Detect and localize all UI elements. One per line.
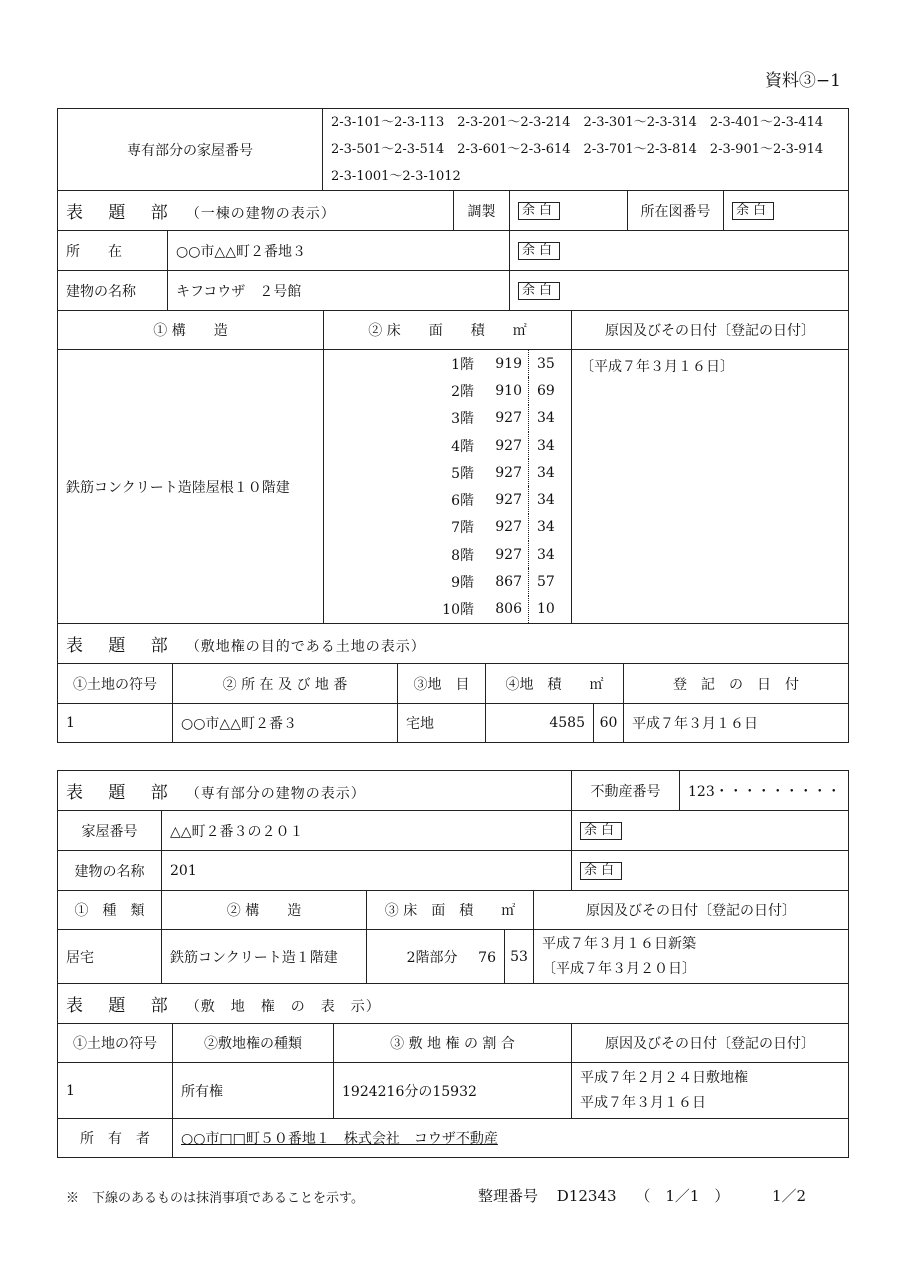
land-date: 平成７年３月１６日: [624, 704, 849, 743]
land-location-header: ② 所 在 及 び 地 番: [173, 664, 398, 704]
land-area-header: ④地 積 ㎡: [486, 664, 624, 704]
area-column-header: ③ 床 面 積 ㎡: [367, 891, 534, 930]
unit-area: [367, 930, 505, 984]
unit-name-remark: [572, 851, 849, 891]
location-label: 所 在: [58, 231, 168, 271]
site-right-table: [57, 983, 849, 1158]
page-range: （ 1／1 ）: [635, 1187, 730, 1205]
land-symbol: 1: [58, 704, 173, 743]
area-column-header: ② 床 面 積 ㎡: [324, 311, 572, 350]
site-cause-line: 平成７年３月１６日: [580, 1094, 706, 1111]
owner-value: ○○市□□町５０番地１ 株式会社 コウザ不動産: [173, 1119, 849, 1158]
site-cause: [572, 1063, 849, 1119]
unit-cause-line: 〔平成７年３月２０日〕: [542, 960, 697, 977]
land-category: 宅地: [398, 704, 486, 743]
section-title: 表 題 部: [66, 996, 178, 1016]
house-number-label: 家屋番号: [58, 811, 162, 851]
house-number-line: 2-3-1001〜2-3-1012: [331, 169, 461, 184]
blank-mark: 余白: [732, 202, 774, 220]
land-symbol-header: ①土地の符号: [58, 664, 173, 704]
land-category-header: ③地 目: [398, 664, 486, 704]
site-symbol: 1: [58, 1063, 173, 1119]
house-number-line: 2-3-501〜2-3-514 2-3-601〜2-3-614 2-3-701〜2-3-814 2-3-901〜2-3-914: [331, 142, 824, 157]
unit-section-header: [58, 771, 572, 811]
section-subtitle: （専有部分の建物の表示）: [185, 786, 366, 802]
floor-row: 6階 927 34: [324, 486, 571, 513]
location-value: ○○市△△町２番地３: [168, 231, 510, 271]
structure-column-header: ① 構 造: [58, 311, 324, 350]
section-title: 表 題 部: [66, 636, 178, 656]
document-reference: 資料③−1: [764, 71, 841, 91]
map-number-label: 所在図番号: [628, 191, 724, 231]
building-name-remark: [510, 271, 849, 311]
section-title: 表 題 部: [66, 203, 178, 223]
location-remark: [510, 231, 849, 271]
building-register-table: [57, 108, 849, 191]
section-title: 表 題 部: [66, 783, 178, 803]
reference-number: [478, 1185, 729, 1206]
site-kind: 所有権: [173, 1063, 334, 1119]
blank-mark: 余白: [518, 202, 560, 220]
site-ratio-header: ③ 敷 地 権 の 割 合: [334, 1024, 572, 1063]
unit-structure: 鉄筋コンクリート造１階建: [162, 930, 367, 984]
site-ratio: 1924216分の15932: [334, 1063, 572, 1119]
house-number-line: 2-3-101〜2-3-113 2-3-201〜2-3-214 2-3-301〜2-3-314 2-3-401〜2-3-414: [331, 115, 824, 130]
floor-row: 1階 919 35: [324, 350, 571, 377]
floor-area-list: [324, 350, 572, 624]
land-register-table: [57, 623, 849, 743]
building-section-header: [58, 191, 454, 231]
kind-column-header: ① 種 類: [58, 891, 162, 930]
blank-mark: 余白: [518, 282, 560, 300]
blank-mark: 余白: [580, 862, 622, 880]
section-subtitle: （敷地権の目的である土地の表示）: [185, 639, 426, 655]
land-date-header: 登 記 の 日 付: [624, 664, 849, 704]
building-name-label: 建物の名称: [58, 271, 168, 311]
floor-row: 8階 927 34: [324, 541, 571, 568]
owner-label: 所 有 者: [58, 1119, 173, 1158]
land-section-header: [58, 624, 849, 664]
unit-name-label: 建物の名称: [58, 851, 162, 891]
reference-value: D12343: [556, 1187, 617, 1205]
building-cause-value: 〔平成７年３月１６日〕: [572, 350, 849, 624]
section-subtitle: （一棟の建物の表示）: [185, 206, 336, 222]
realty-number-value: 123・・・・・・・・・: [680, 771, 849, 811]
prep-label: 調製: [454, 191, 510, 231]
floor-row: 7階 927 34: [324, 514, 571, 541]
unit-area-label: 2階部分: [406, 949, 458, 966]
structure-column-header: ② 構 造: [162, 891, 367, 930]
land-area-decimal: 60: [594, 704, 624, 743]
floor-row: 4階 927 34: [324, 432, 571, 459]
land-area-integer: 4585: [486, 704, 594, 743]
floor-row: 2階 910 69: [324, 377, 571, 404]
cause-column-header: 原因及びその日付〔登記の日付〕: [534, 891, 849, 930]
unit-kind: 居宅: [58, 930, 162, 984]
exclusive-house-number-list: [323, 109, 849, 191]
floor-row: 10階 806 10: [324, 596, 571, 623]
site-cause-line: 平成７年２月２４日敷地権: [580, 1069, 748, 1086]
site-right-section-header: [58, 984, 849, 1024]
map-number-value: [724, 191, 849, 231]
floor-row: 5階 927 34: [324, 459, 571, 486]
floor-row: 9階 867 57: [324, 568, 571, 595]
section-subtitle: （敷 地 権 の 表 示）: [185, 999, 381, 1015]
exclusive-house-number-label: 専有部分の家屋番号: [58, 109, 323, 191]
unit-register-table: [57, 770, 849, 891]
building-section-table: [57, 190, 849, 311]
floor-row: 3階 927 34: [324, 405, 571, 432]
unit-cause-line: 平成７年３月１６日新築: [542, 935, 697, 952]
unit-area-decimal: 53: [505, 930, 534, 984]
sheet-number: 1／2: [772, 1187, 807, 1205]
realty-number-label: 不動産番号: [572, 771, 680, 811]
prep-value: [510, 191, 628, 231]
land-location: ○○市△△町２番３: [173, 704, 398, 743]
blank-mark: 余白: [518, 242, 560, 260]
site-symbol-header: ①土地の符号: [58, 1024, 173, 1063]
unit-cause: [534, 930, 849, 984]
building-name-value: キフコウザ ２号館: [168, 271, 510, 311]
house-number-value: △△町２番３の２０１: [162, 811, 572, 851]
unit-detail-table: [57, 890, 849, 984]
house-number-remark: [572, 811, 849, 851]
structure-value: 鉄筋コンクリート造陸屋根１０階建: [58, 350, 324, 624]
blank-mark: 余白: [580, 822, 622, 840]
unit-area-integer: 76: [478, 949, 496, 966]
footer-note: ※ 下線のあるものは抹消事項であることを示す。: [66, 1191, 364, 1206]
cause-column-header: 原因及びその日付〔登記の日付〕: [572, 311, 849, 350]
reference-label: 整理番号: [478, 1187, 539, 1205]
building-structure-table: [57, 310, 849, 624]
unit-name-value: 201: [162, 851, 572, 891]
site-kind-header: ②敷地権の種類: [173, 1024, 334, 1063]
site-cause-header: 原因及びその日付〔登記の日付〕: [572, 1024, 849, 1063]
